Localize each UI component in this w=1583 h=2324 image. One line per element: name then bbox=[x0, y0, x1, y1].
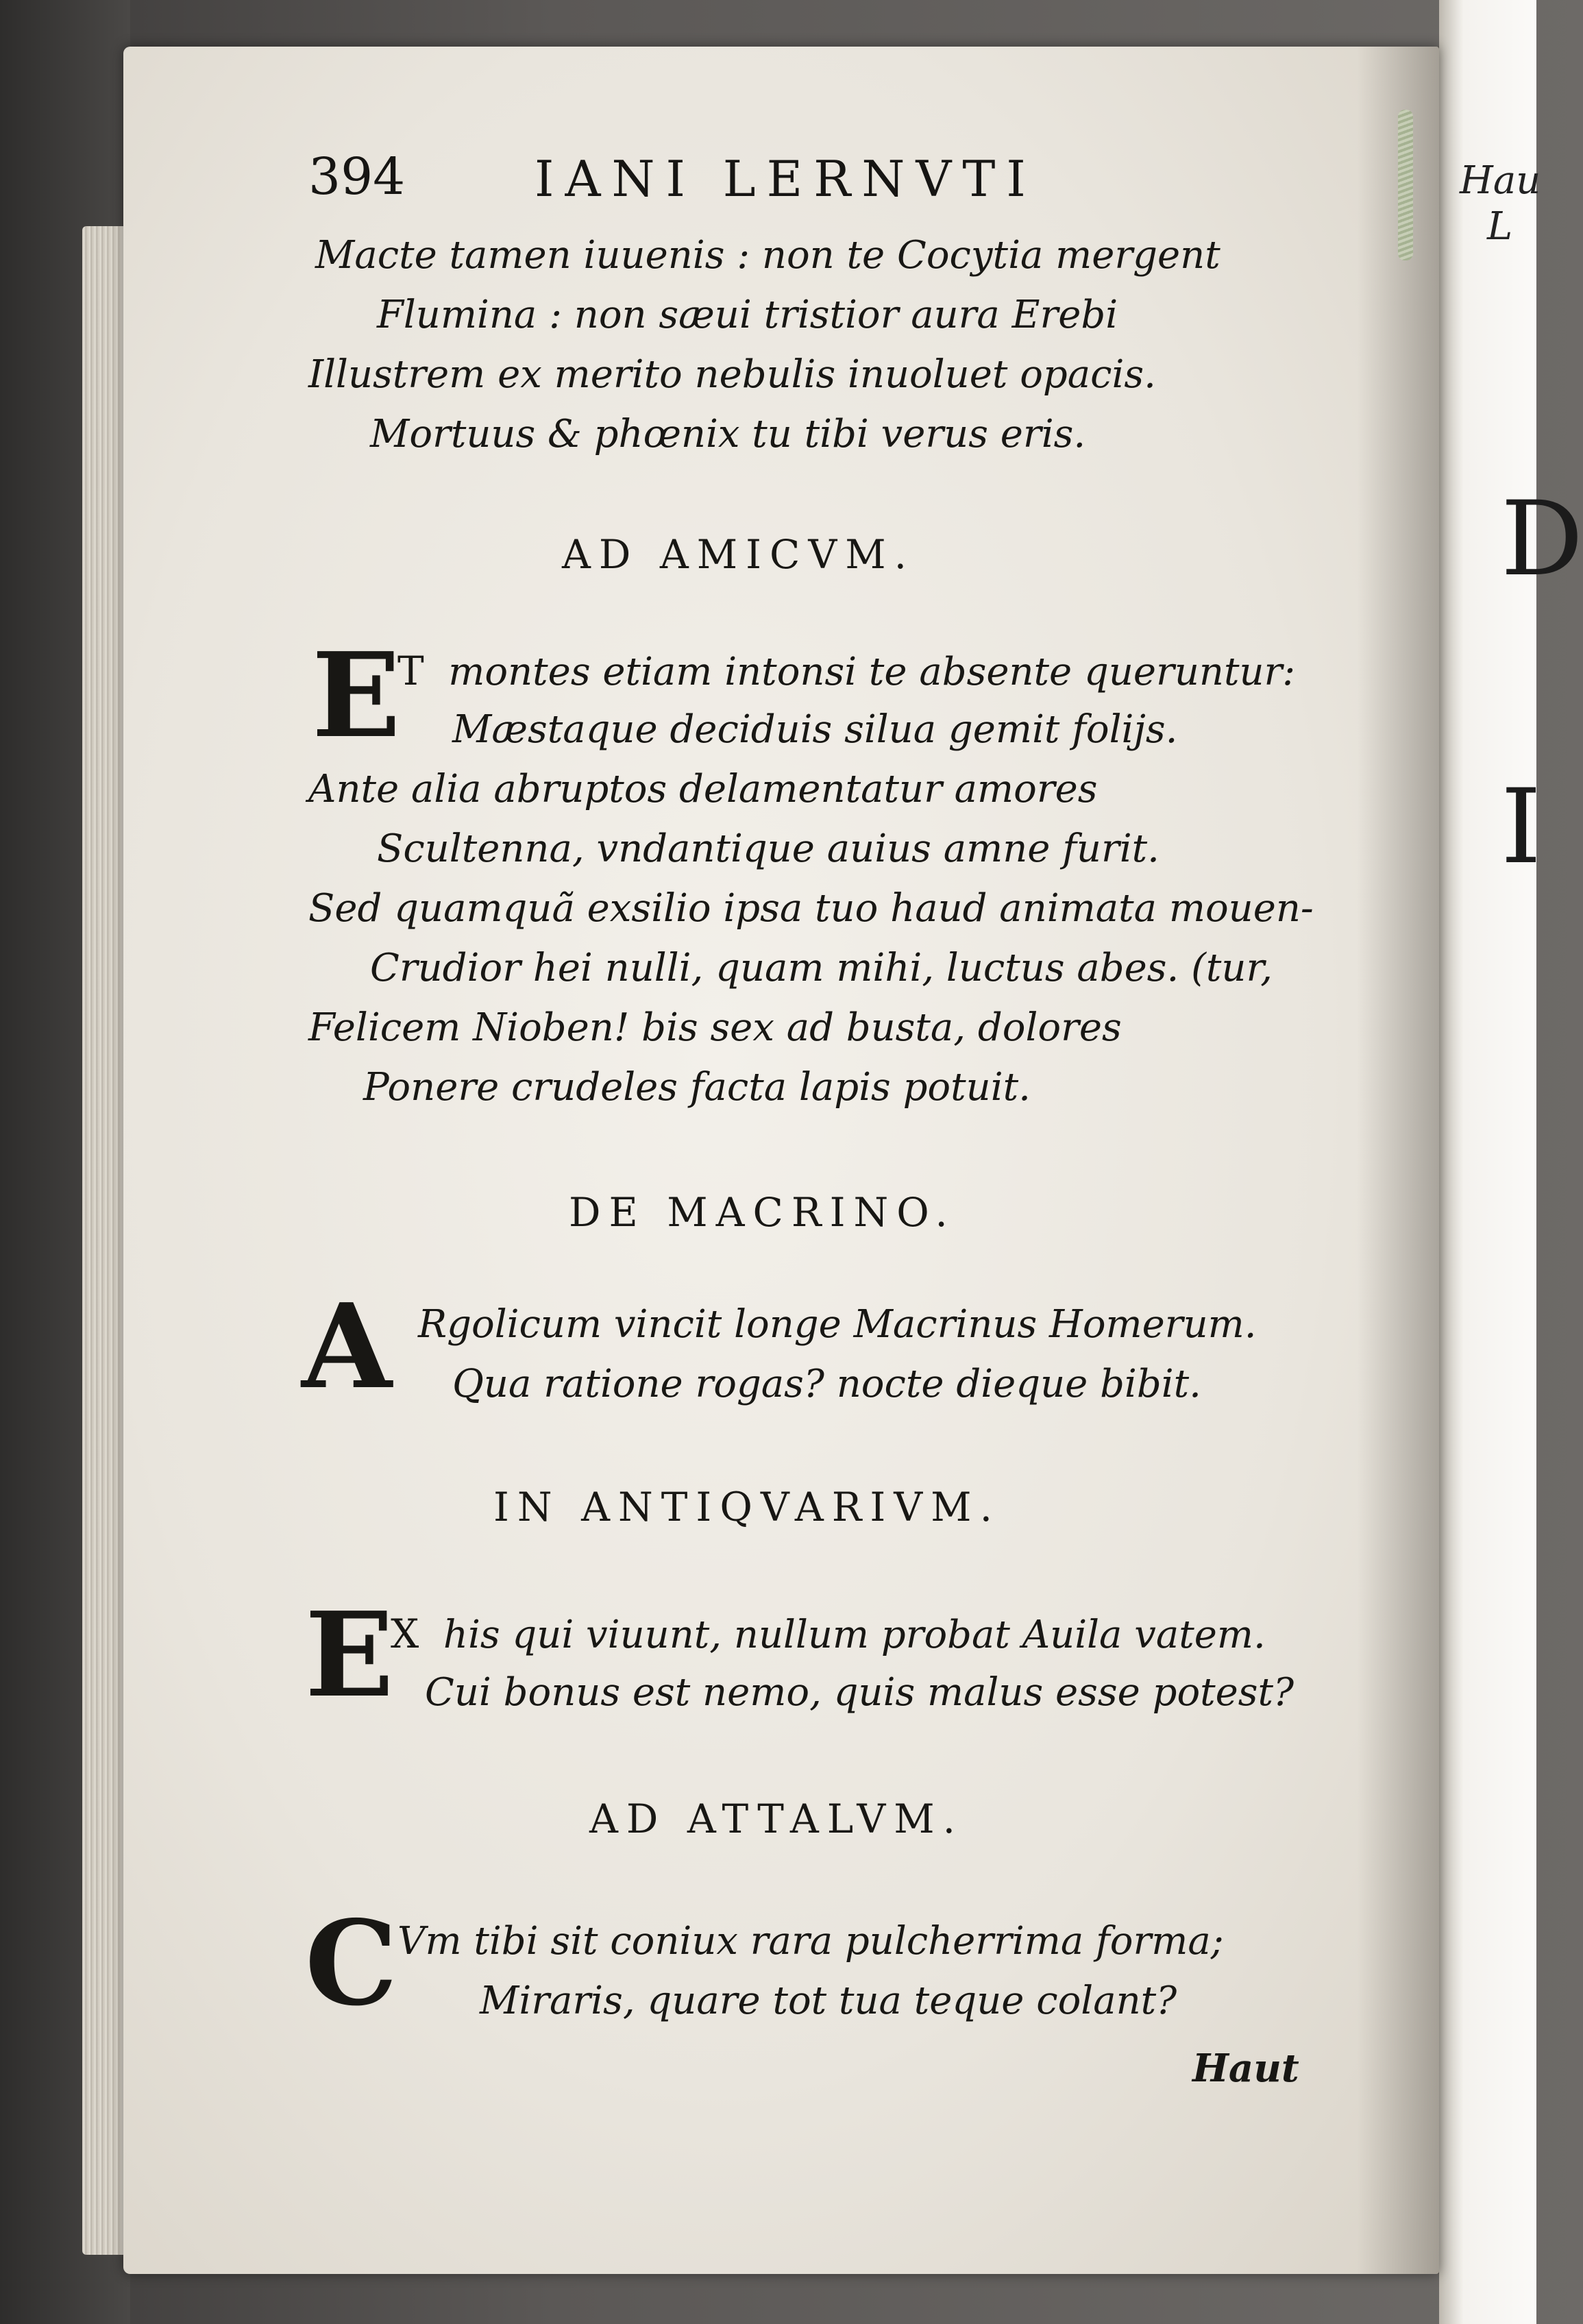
verse-line bbox=[397, 1919, 1224, 1964]
verse-line: Qua ratione rogas? nocte dieque bibit. bbox=[452, 1362, 1201, 1406]
poem-title: DE MACRINO. bbox=[569, 1189, 956, 1236]
facing-page-initial: I bbox=[1501, 768, 1542, 887]
page-number: 394 bbox=[308, 147, 406, 206]
verse-line: Ponere crudeles facta lapis potuit. bbox=[363, 1065, 1031, 1110]
verse-line: Miraris, quare tot tua teque colant? bbox=[480, 1979, 1177, 2023]
facing-page-text bbox=[1460, 158, 1541, 249]
facing-page-line: Hau bbox=[1460, 158, 1541, 203]
verse-text: montes etiam intonsi te absente queruntur: bbox=[448, 650, 1296, 694]
running-head: IANI LERNVTI bbox=[535, 150, 1037, 208]
verse-text: vincit longe Macrinus Homerum. bbox=[613, 1302, 1257, 1347]
verse-line bbox=[397, 648, 1296, 694]
drop-cap-rest: Rgolicum bbox=[418, 1302, 602, 1347]
verse-line: Cui bonus est nemo, quis malus esse potest? bbox=[425, 1670, 1294, 1715]
verse-line: Flumina : non sæui tristior aura Erebi bbox=[377, 293, 1118, 337]
poem-title: AD ATTALVM. bbox=[589, 1796, 964, 1842]
verse-line bbox=[418, 1302, 1257, 1347]
verse-text: tibi sit coniux rara pulcherrima forma; bbox=[474, 1919, 1224, 1964]
verse-line: Crudior hei nulli, quam mihi, luctus abes. (tur, bbox=[370, 946, 1273, 990]
verse-line: Mæstaque deciduis silua gemit folijs. bbox=[452, 707, 1178, 752]
verse-line: Ante alia abruptos delamentatur amores bbox=[308, 767, 1098, 811]
drop-cap-rest: T bbox=[397, 648, 424, 694]
verse-line: Macte tamen iuuenis : non te Cocytia mergent bbox=[315, 233, 1220, 278]
drop-cap: E bbox=[305, 1587, 394, 1724]
facing-page bbox=[1439, 0, 1541, 2324]
verse-line: Felicem Nioben! bis sex ad busta, dolores bbox=[308, 1005, 1122, 1050]
drop-cap: C bbox=[305, 1895, 398, 2032]
facing-page-initial: D bbox=[1501, 480, 1583, 599]
verse-line bbox=[391, 1611, 1266, 1657]
page-header bbox=[308, 147, 1288, 209]
drop-cap: A bbox=[302, 1278, 392, 1415]
drop-cap-rest: Vm bbox=[397, 1919, 462, 1964]
binding-thread bbox=[1398, 110, 1413, 260]
drop-cap-rest: X bbox=[391, 1611, 419, 1657]
drop-cap: E bbox=[312, 627, 401, 764]
verse-line: Scultenna, vndantique auius amne furit. bbox=[377, 827, 1159, 871]
gutter-shadow bbox=[1357, 47, 1439, 2274]
facing-page-line: L bbox=[1487, 204, 1513, 249]
poem-title: AD AMICVM. bbox=[562, 531, 916, 578]
verse-line: Sed quamquã exsilio ipsa tuo haud animata mouen- bbox=[308, 886, 1314, 931]
verse-text: his qui viuunt, nullum probat Auila vatem. bbox=[443, 1613, 1266, 1657]
poem-title: IN ANTIQVARIVM. bbox=[493, 1484, 1001, 1530]
catchword: Haut bbox=[1192, 2046, 1299, 2091]
verse-line: Illustrem ex merito nebulis inuoluet opacis. bbox=[308, 352, 1156, 397]
verse-line: Mortuus & phœnix tu tibi verus eris. bbox=[370, 412, 1086, 456]
